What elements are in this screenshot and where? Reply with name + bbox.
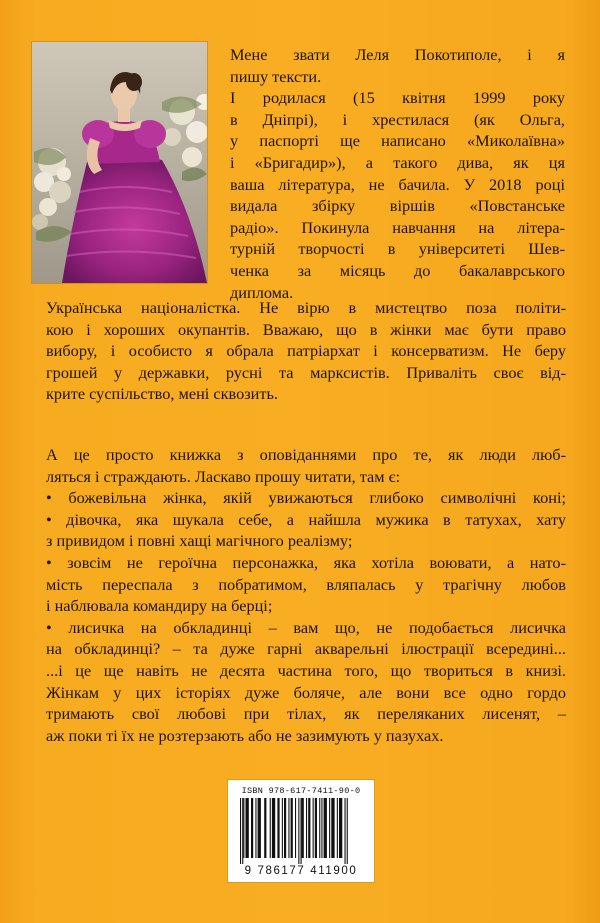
barcode-bar (291, 798, 293, 858)
bio-intro-line: диплома. (230, 282, 294, 302)
blurb-line: і наблювала командиру на берці; (46, 596, 273, 616)
barcode-bar (306, 798, 307, 858)
blurb-line: • лисичка на обкладинці – вам що, не подобається лисичка (46, 617, 566, 637)
blurb-line: • зовсім не героїчна персонажка, яка хотіла воювати, а натo- (46, 552, 566, 572)
bio-intro-line: Мене звати Леля Покотиполе, і я (230, 45, 565, 64)
barcode-bar (240, 798, 241, 864)
barcode-bar (288, 798, 289, 858)
barcode-bar (315, 798, 317, 858)
author-photo-illustration (32, 42, 207, 283)
blurb-line: тримають свої любові при тілах, як переляканих лисенят, – (46, 704, 566, 724)
bio-views-line: Українська націоналістка. Не вірю в мистецтво поза політи- (46, 298, 566, 317)
barcode-bar (347, 798, 348, 864)
bio-intro-line: турній творчості в університеті Шев- (230, 239, 565, 259)
bio-intro-line: ваша література, не бачила. У 2018 році (230, 174, 565, 194)
barcode-bar (264, 798, 266, 858)
isbn-label: ISBN 978-617-7411-90-0 (241, 786, 361, 796)
barcode-bar (321, 798, 322, 858)
barcode-bar (308, 798, 310, 858)
blurb-line: А це просто книжка з оповіданнями про те, як люди люб- (46, 445, 566, 464)
bio-views-line: вибору, і особисто я обрала патріархат і консерватизм. Не беру (46, 341, 566, 361)
barcode-bar (258, 798, 261, 858)
barcode-bar (251, 798, 253, 858)
author-bio-intro (230, 44, 565, 303)
barcode-bar (337, 798, 338, 858)
blurb-line: • божевільна жінка, якій увижаються глибоко символічні коні; (46, 488, 566, 508)
bio-intro-line: пишу тексти. (230, 66, 322, 86)
bio-intro-line: в Дніпрі), і хрестилася (як Ольга, (230, 109, 565, 129)
blurb-line: ...і це ще навіть не десята частина того, що твориться в книзі. (46, 660, 566, 680)
bio-views-line: крите суспiльство, менi сквозить. (46, 384, 278, 404)
barcode-bar (277, 798, 279, 858)
barcode-bar (345, 798, 346, 864)
bio-intro-line: І родилася (15 квітня 1999 року (230, 88, 565, 108)
barcode-bar (272, 798, 275, 858)
blurb-line: аж поки ті їх не розтерзають або не зазимують у пазухах. (46, 725, 444, 745)
author-photo (32, 42, 207, 283)
barcode-bar (319, 798, 320, 858)
barcode-bar (324, 798, 327, 858)
barcode-bar (270, 798, 271, 858)
bio-intro-line: радіо». Покинула навчання на літера- (230, 217, 565, 237)
bio-intro-line: у паспорті ще написано «Миколаївна» (230, 131, 565, 151)
barcode-bar (331, 798, 334, 858)
blurb-line: мість переспала з побратимом, вляпалась у трагічну любов (46, 574, 566, 594)
barcode-bar (302, 798, 304, 858)
barcode-bar (282, 798, 283, 858)
barcode-bar (243, 798, 244, 858)
bio-views-line: грошей у державки, руснi та марксистів. Привалiть своє вiд- (46, 362, 566, 382)
bio-intro-line: ченка за місяць до бакалаврського (230, 260, 565, 280)
book-blurb (46, 444, 566, 746)
blurb-line: • дівочка, яка шукала себе, а найшла мужика в татухах, хату (46, 509, 566, 529)
barcode-bar (301, 798, 302, 864)
bio-views-line: кою і хороших окупантів. Вважаю, що в жінки має бути право (46, 319, 566, 339)
barcode-bar (339, 798, 342, 858)
bio-intro-line: видала збірку віршів «Повстанське (230, 196, 565, 216)
blurb-line: Жінкам у цих історіях дуже боляче, але вони все одно гордо (46, 682, 566, 702)
isbn-barcode (228, 780, 374, 882)
barcode-bar (313, 798, 314, 858)
barcode-bar (242, 798, 243, 864)
barcode-bar (295, 798, 296, 858)
blurb-line: з привидом і повні хащі магічного реалізму; (46, 531, 353, 551)
barcode-bar (246, 798, 249, 858)
blurb-line: на обкладинці? – та дуже гарні акварельні ілюстрації всередині... (46, 639, 566, 659)
barcode-bar (298, 798, 299, 864)
barcode-bar (284, 798, 286, 858)
bio-intro-line: і «Бригадир»), а такого дива, як ця (230, 152, 565, 172)
barcode-bar (255, 798, 256, 858)
barcode-bar (329, 798, 330, 858)
author-bio-views (46, 297, 566, 405)
barcode-bars (238, 798, 364, 864)
ean-digits: 9 786177 411900 (244, 865, 358, 877)
blurb-line: ляться і страждають. Ласкаво прошу читати, там є: (46, 466, 401, 486)
